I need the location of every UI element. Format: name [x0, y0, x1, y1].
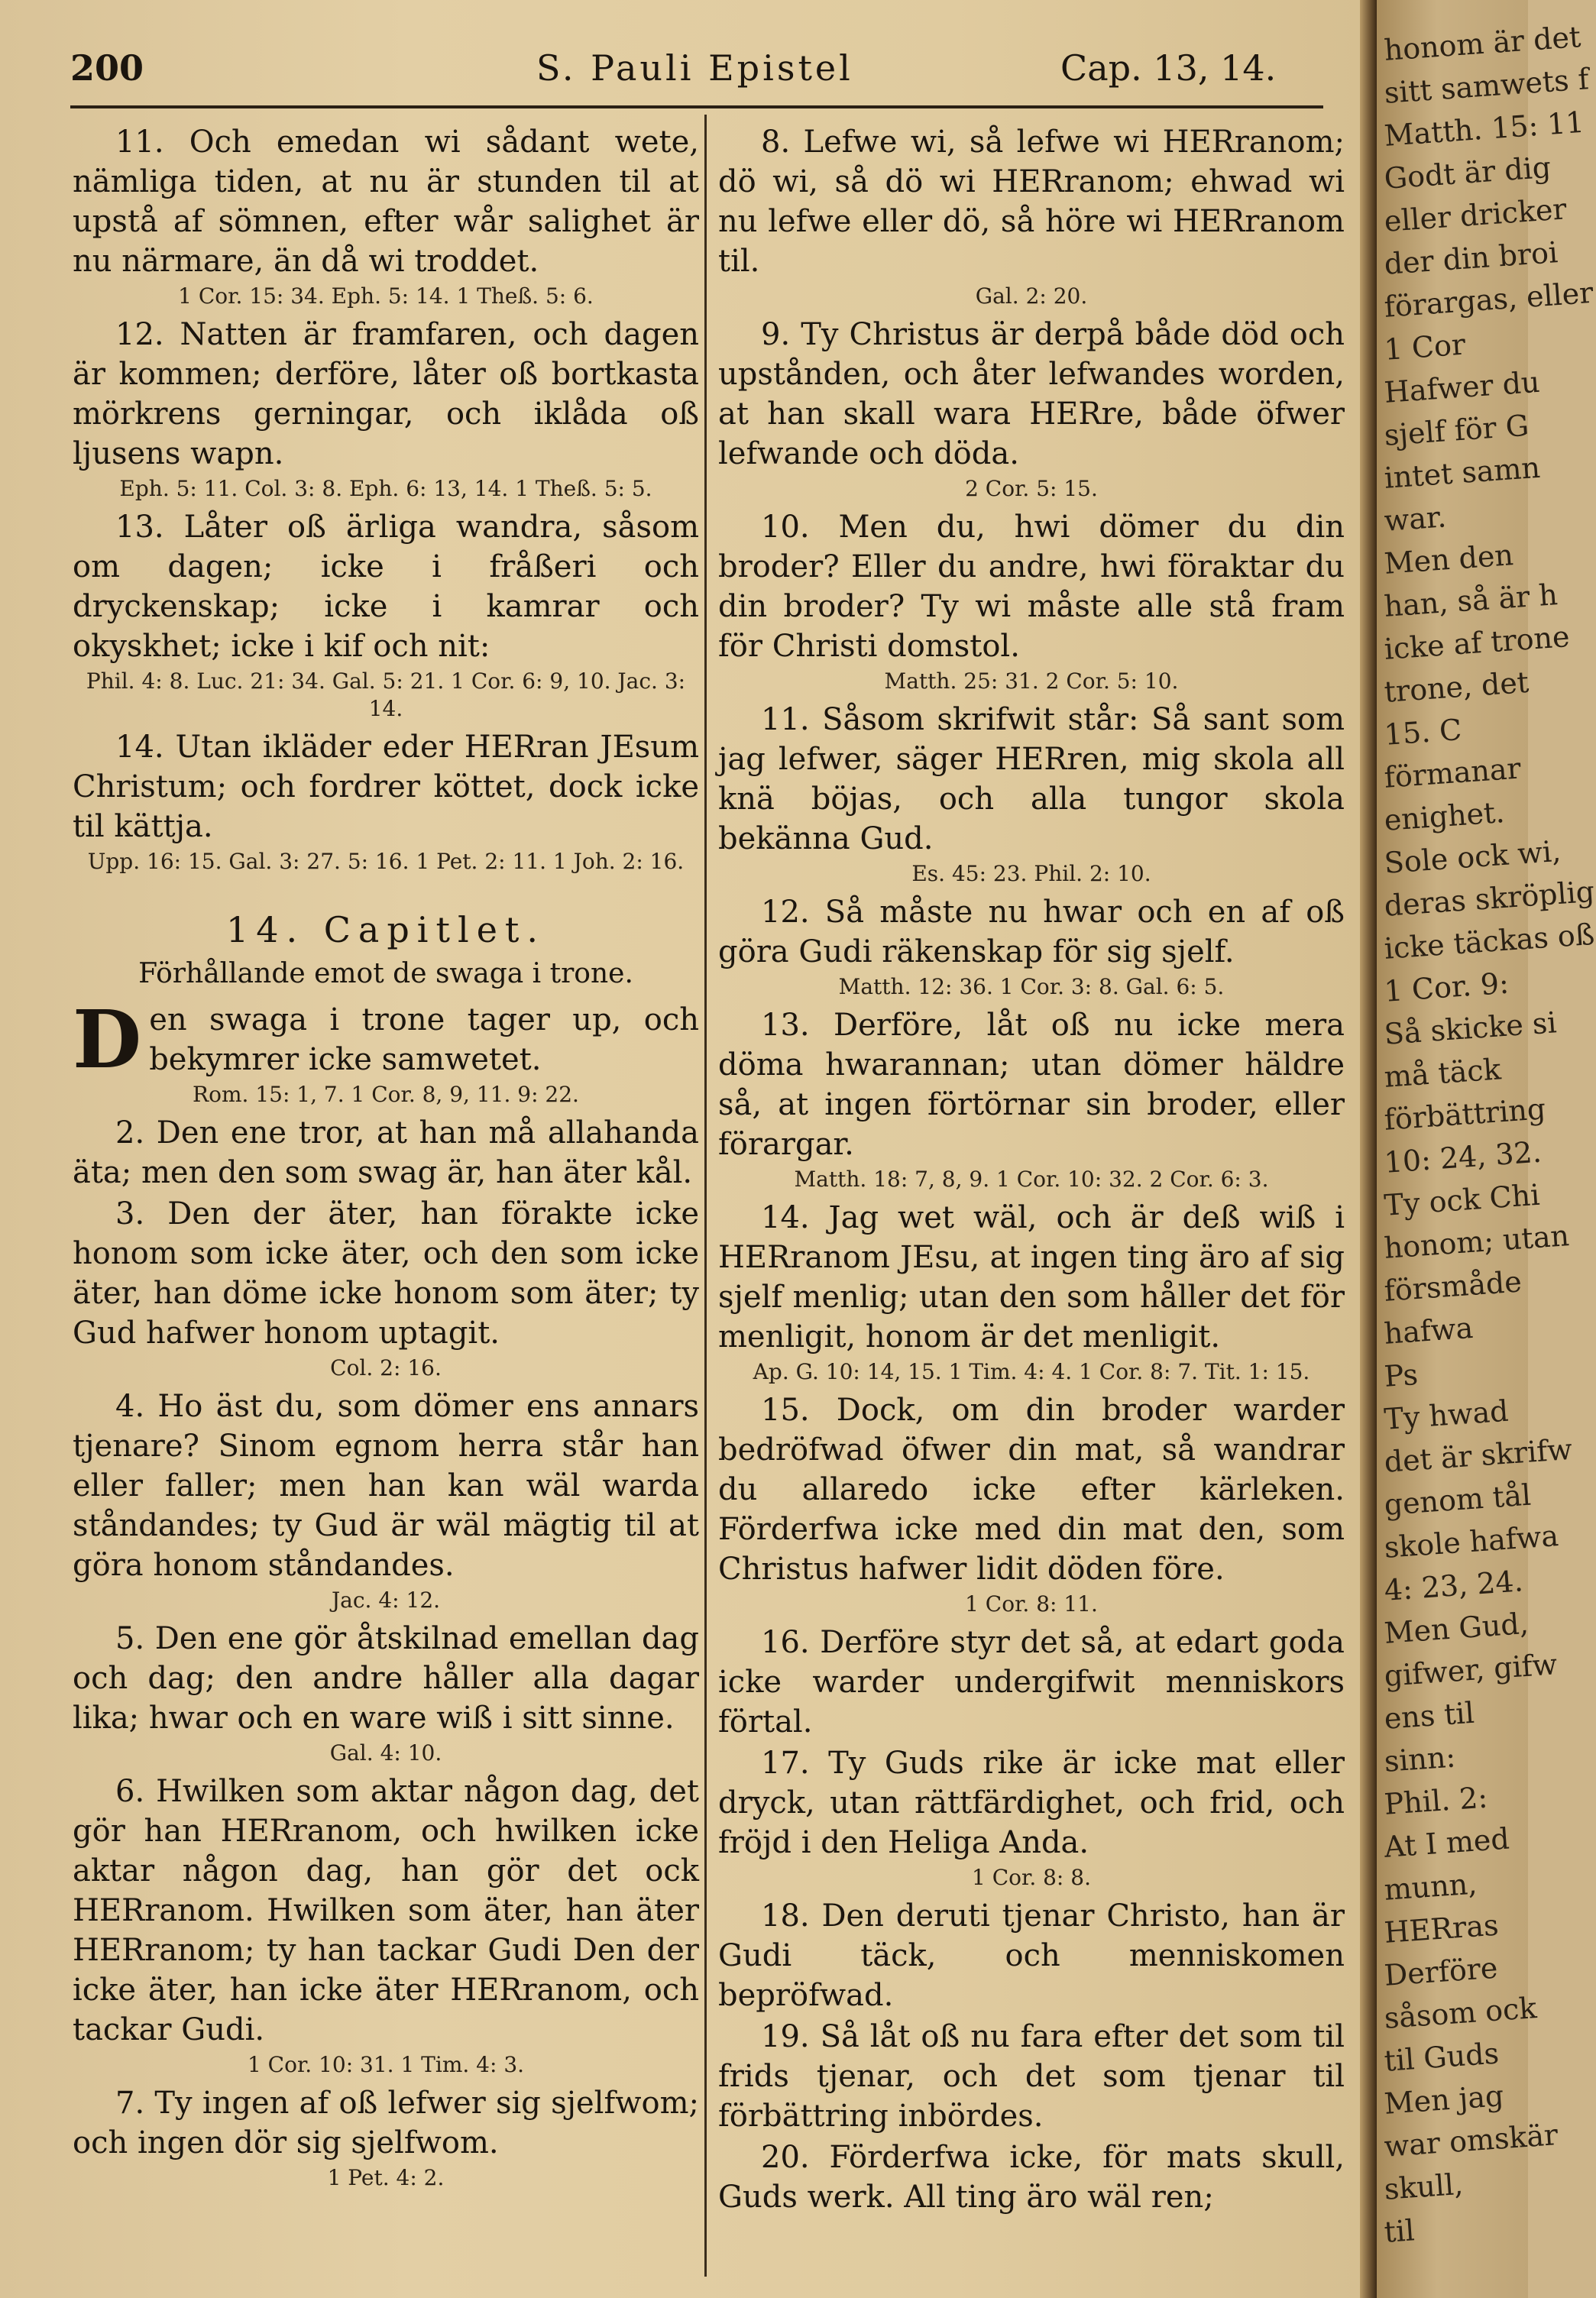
facing-page-text: icke täckas oß [1383, 917, 1596, 966]
facing-page-text: Ty ock Chi [1383, 1177, 1541, 1222]
verse-reference: Jac. 4: 12. [331, 1588, 441, 1613]
chapter-summary: Förhållande emot de swaga i trone. [138, 958, 633, 989]
facing-page-text: såsom ock [1383, 1991, 1538, 2035]
facing-page-text: Men jag [1383, 2079, 1505, 2121]
verse-reference: Ap. G. 10: 14, 15. 1 Tim. 4: 4. 1 Cor. 8: 7. Tit. 1: 15. [753, 1359, 1310, 1384]
verse: 5. Den ene gör åtskilnad emellan dag och dag; den andre håller alla dagar lika; hwar och en ware wiß i sitt sinne. [73, 1621, 699, 1736]
verse: 7. Ty ingen af oß lefwer sig sjelfwom; och ingen dör sig sjelfwom. [73, 2086, 699, 2160]
verse-reference: 2 Cor. 5: 15. [965, 476, 1098, 501]
verse-reference: Eph. 5: 11. Col. 3: 8. Eph. 6: 13, 14. 1 Theß. 5: 5. [119, 476, 652, 501]
verse: 12. Så måste nu hwar och en af oß göra Gudi räkenskap för sig sjelf. [718, 895, 1345, 969]
facing-page-text: Hafwer du [1383, 364, 1541, 409]
facing-page-text: hafwa [1383, 1310, 1475, 1351]
facing-page-text: sinn: [1383, 1740, 1457, 1779]
facing-page-text: war omskär [1383, 2118, 1559, 2164]
column-divider [704, 115, 707, 2277]
verse: 17. Ty Guds rike är icke mat eller dryck, utan rättfärdighet, och frid, och fröjd i den Heliga Anda. [718, 1746, 1345, 1860]
verse: 6. Hwilken som aktar någon dag, det gör han HERranom, och hwilken icke aktar någon dag, han gör det ock HERranom. Hwilken som äter, han äter HERranom; ty han tackar Gudi Den der icke äter, han icke äter HERranom, och tackar Gudi. [73, 1774, 699, 2047]
verse: 10. Men du, hwi dömer du din broder? Eller du andre, hwi föraktar du din broder? Ty wi måste alle stå fram för Christi domstol. [718, 510, 1345, 664]
facing-page-text: til [1383, 2213, 1416, 2249]
page-number: 200 [70, 47, 144, 89]
facing-page-text: försmåde [1383, 1264, 1523, 1308]
facing-page-text: 1 Cor. 9: [1383, 966, 1510, 1008]
facing-page-text: Men den [1383, 538, 1515, 581]
running-header [70, 47, 1323, 102]
facing-page-text: til Guds [1383, 2036, 1500, 2078]
verse: 11. Och emedan wi sådant wete, nämliga tiden, at nu är stunden til at upstå af sömnen, efter wår salighet är nu närmare, än då wi troddet. [73, 125, 699, 279]
facing-page-text: At I med [1383, 1821, 1511, 1864]
facing-page-text: 1 Cor [1383, 327, 1467, 367]
verse-reference: Upp. 16: 15. Gal. 3: 27. 5: 16. 1 Pet. 2: 11. 1 Joh. 2: 16. [87, 849, 685, 874]
running-title: S. Pauli Epistel [536, 47, 853, 89]
verse: 11. Såsom skrifwit står: Så sant som jag lefwer, säger HERren, mig skola all knä böjas, och alla tungor skola bekänna Gud. [718, 702, 1345, 856]
facing-page-text: förmanar [1383, 751, 1523, 795]
verse: 4. Ho äst du, som dömer ens annars tjenare? Sinom egnom herra står han eller faller; men han kan wäl warda ståndandes; ty Gud är wäl mägtig til at göra honom ståndandes. [73, 1389, 699, 1583]
facing-page-text: 10: 24, 32. [1383, 1134, 1543, 1180]
facing-page-text: 4: 23, 24. [1383, 1564, 1524, 1607]
facing-page-text: trone, det [1383, 665, 1530, 709]
verse-1 [73, 992, 699, 1086]
verse: 14. Jag wet wäl, och är deß wiß i HERranom JEsu, at ingen ting äro af sig sjelf menlig; utan den som håller det för menligit, honom är det menligit. [718, 1200, 1345, 1355]
verse: 3. Den der äter, han förakte icke honom som icke äter, och den som icke äter, han döme icke honom som äter; ty Gud hafwer honom uptagit. [73, 1196, 699, 1351]
facing-page-text: eller dricker [1383, 192, 1568, 238]
facing-page-text: Ps [1383, 1357, 1420, 1393]
verse: 18. Den deruti tjenar Christo, han är Gudi täck, och menniskomen bepröfwad. [718, 1898, 1345, 2013]
verse: 8. Lefwe wi, så lefwe wi HERranom; dö wi, så dö wi HERranom; ehwad wi nu lefwe eller dö, så höre wi HERranom til. [718, 125, 1345, 279]
facing-page-text: det är skrifw [1383, 1432, 1574, 1479]
facing-page-text: förbättring [1383, 1092, 1547, 1137]
verse-reference: Es. 45: 23. Phil. 2: 10. [911, 861, 1151, 886]
chapter-reference: Cap. 13, 14. [1060, 47, 1277, 89]
facing-page-text: Matth. 15: 11 [1383, 105, 1586, 153]
verse-1-text: en swaga i trone tager up, och bekymrer icke samwetet. [149, 1002, 699, 1077]
verse-reference: Matth. 18: 7, 8, 9. 1 Cor. 10: 32. 2 Cor. 6: 3. [794, 1167, 1269, 1192]
facing-page-text: war. [1383, 500, 1448, 538]
facing-page-text: 15. C [1383, 712, 1463, 752]
verse: 9. Ty Christus är derpå både död och upstånden, och åter lefwandes worden, at han skall wara HERre, både öfwer lefwande och döda. [718, 317, 1345, 471]
verse-reference: 1 Cor. 8: 11. [965, 1591, 1098, 1617]
facing-page-text: gifwer, gifw [1383, 1647, 1559, 1693]
facing-page-text: Phil. 2: [1383, 1780, 1489, 1821]
verse-reference: 1 Pet. 4: 2. [327, 2165, 445, 2190]
facing-page-text: sjelf för G [1383, 408, 1530, 452]
verse-reference: Col. 2: 16. [330, 1355, 442, 1380]
chapter-heading: 14. Capitlet. [225, 909, 546, 950]
verse: 12. Natten är framfaren, och dagen är kommen; derföre, låter oß bortkasta mörkrens gerningar, och iklåda oß ljusens wapn. [73, 317, 699, 471]
verse: 2. Den ene tror, at han må allahanda äta; men den som swag är, han äter kål. [73, 1115, 699, 1190]
facing-page-text: sitt samwets f [1383, 62, 1591, 110]
facing-page-text: munn, [1383, 1866, 1478, 1907]
chapter-13-verses [73, 122, 699, 876]
verse-1-reference: Rom. 15: 1, 7. 1 Cor. 8, 9, 11. 9: 22. [193, 1082, 579, 1107]
verse-reference: 1 Cor. 8: 8. [972, 1865, 1091, 1890]
drop-cap: D [73, 992, 142, 1086]
facing-page-text: förargas, eller [1383, 275, 1594, 324]
verse: 13. Låter oß ärliga wandra, såsom om dagen; icke i fråßeri och dryckenskap; icke i kamrar och okyskhet; icke i kif och nit: [73, 510, 699, 664]
facing-page-text: Sole ock wi, [1383, 833, 1562, 880]
verse-reference: Matth. 25: 31. 2 Cor. 5: 10. [884, 668, 1179, 694]
verse: 13. Derföre, låt oß nu icke mera döma hwarannan; utan dömer häldre så, at ingen förtörnar sin broder, eller förargar. [718, 1008, 1345, 1162]
verse-reference: Matth. 12: 36. 1 Cor. 3: 8. Gal. 6: 5. [838, 974, 1225, 999]
verse: 19. Så låt oß nu fara efter det som til frids tjenar, och det som tjenar til förbättring inbördes. [718, 2019, 1345, 2134]
verse: 15. Dock, om din broder warder bedröfwad öfwer din mat, så wandrar du allaredo icke efter kärleken. Förderfwa icke med din mat den, som Christus hafwer lidit döden före. [718, 1393, 1345, 1587]
facing-page-text: Men Gud, [1383, 1606, 1530, 1650]
header-rule [70, 105, 1323, 108]
verse-reference: Phil. 4: 8. Luc. 21: 34. Gal. 5: 21. 1 Cor. 6: 9, 10. Jac. 3: 14. [86, 668, 686, 721]
verse-reference: Gal. 4: 10. [329, 1740, 442, 1766]
facing-page-text: må täck [1383, 1052, 1502, 1094]
facing-page-text: deras skröplig [1383, 874, 1596, 923]
verse: 14. Utan ikläder eder HERran JEsum Christum; och fordrer köttet, dock icke til kättja. [73, 730, 699, 844]
facing-page-text: skull, [1383, 2167, 1465, 2206]
facing-page-fragment [1377, 0, 1596, 2298]
facing-page-text: HERras [1383, 1908, 1500, 1950]
facing-page-text: intet samn [1383, 450, 1542, 495]
facing-page-text: der din broi [1383, 235, 1559, 281]
facing-page-text: icke af trone [1383, 620, 1571, 666]
verse: 16. Derföre styr det så, at edart goda icke warder undergifwit menniskors förtal. [718, 1625, 1345, 1740]
facing-page-text: ens til [1383, 1695, 1476, 1736]
facing-page-text: honom är det [1383, 20, 1582, 67]
left-column [73, 122, 699, 2277]
facing-page-text: skole hafwa [1383, 1519, 1560, 1565]
chapter-14-verses-continued [718, 122, 1345, 2217]
facing-page-text: Derföre [1383, 1950, 1499, 1992]
facing-page-text: Godt är dig [1383, 150, 1552, 196]
facing-page-text: genom tål [1383, 1478, 1533, 1522]
verse-reference: 1 Cor. 10: 31. 1 Tim. 4: 3. [247, 2052, 525, 2077]
facing-page-text: han, så är h [1383, 578, 1559, 623]
facing-page-text: enighet. [1383, 795, 1506, 837]
chapter-14-verses [73, 1113, 699, 2192]
facing-page-text: Så skicke si [1383, 1005, 1558, 1051]
right-column [718, 122, 1345, 2277]
book-gutter [1360, 0, 1377, 2298]
verse: 20. Förderfwa icke, för mats skull, Guds werk. All ting äro wäl ren; [718, 2140, 1345, 2215]
verse-reference: Gal. 2: 20. [975, 283, 1088, 309]
facing-page-text: Ty hwad [1383, 1393, 1510, 1436]
facing-page-text: honom; utan [1383, 1219, 1571, 1265]
verse-reference: 1 Cor. 15: 34. Eph. 5: 14. 1 Theß. 5: 6. [178, 283, 594, 309]
